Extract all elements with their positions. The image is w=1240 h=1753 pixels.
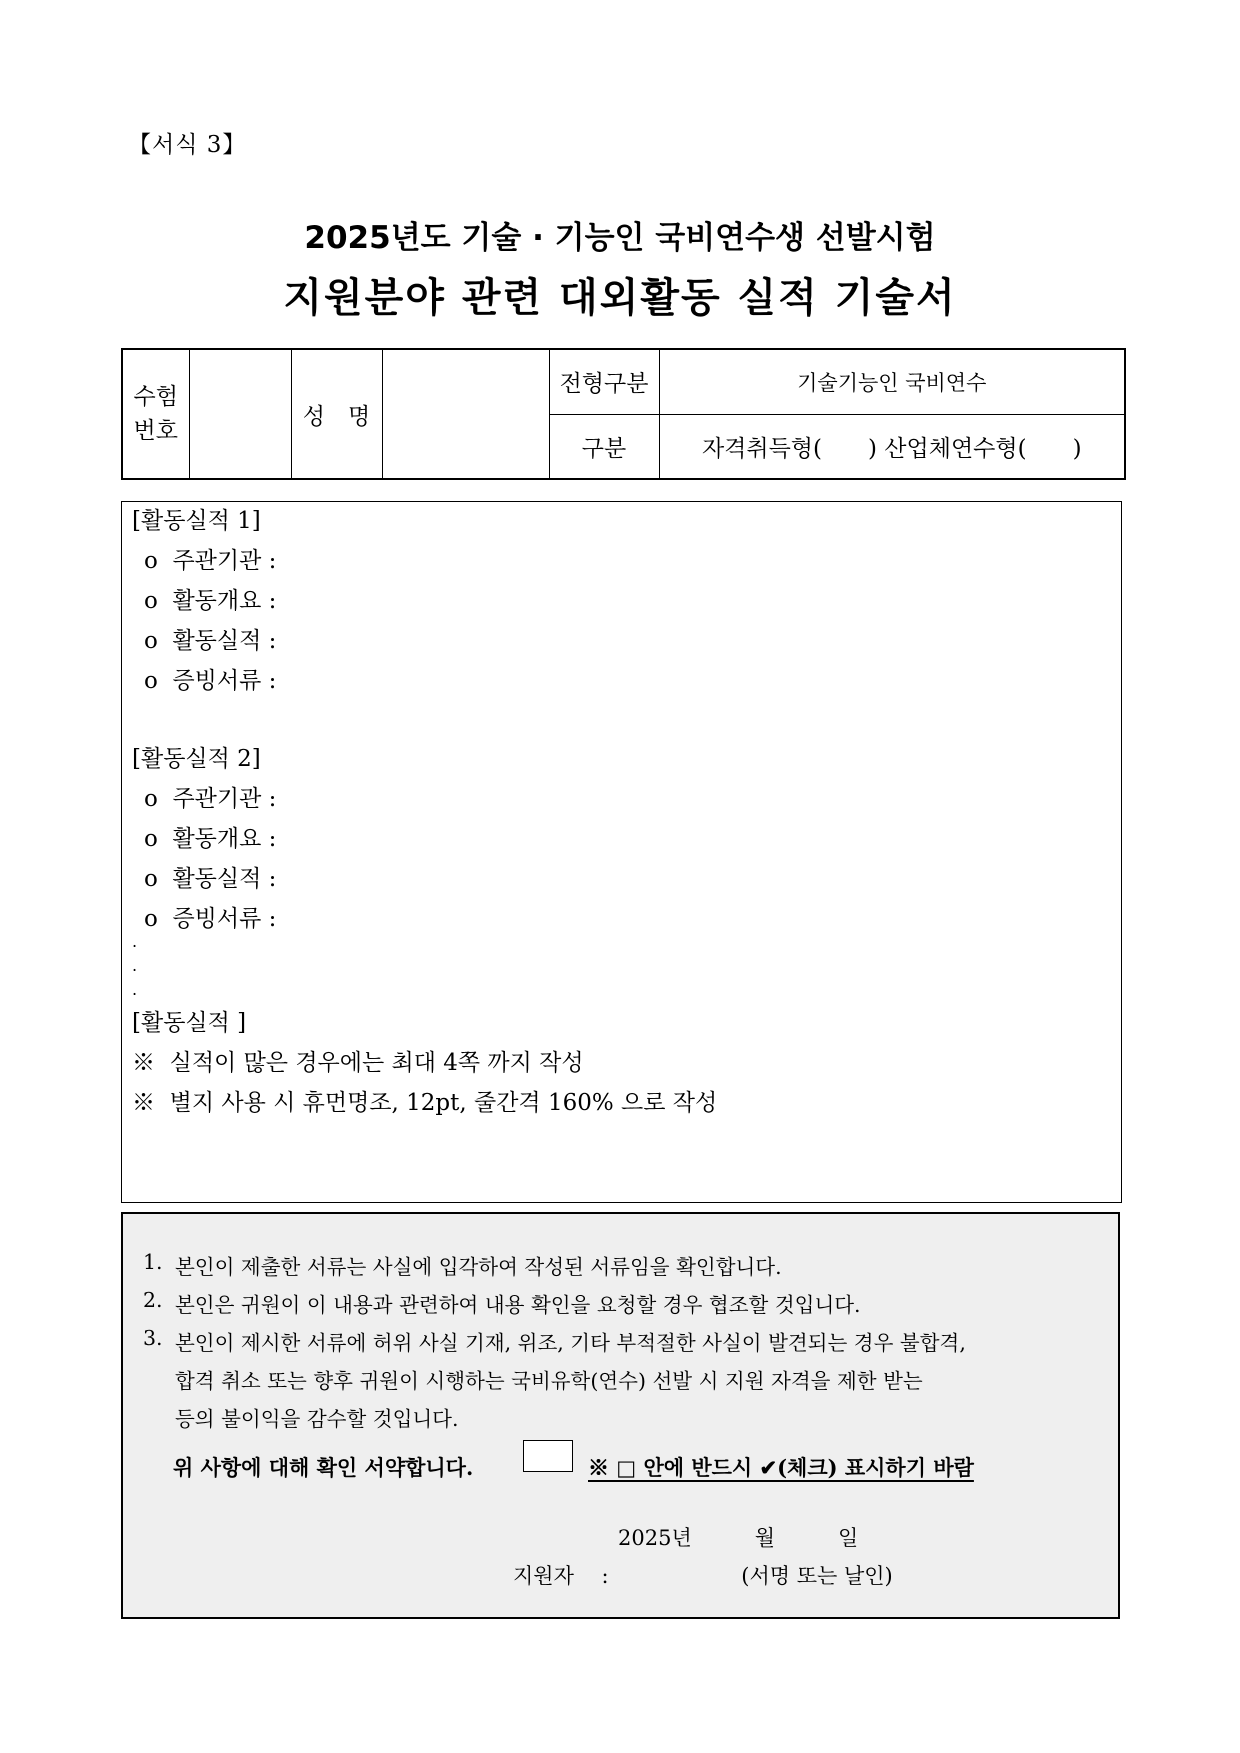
activity-1-result: o 활동실적 : (144, 628, 277, 654)
date-line[interactable]: 2025년 월 일 (618, 1526, 859, 1550)
category-value[interactable]: 자격취득형( ) 산업체연수형( ) (659, 414, 1125, 479)
activity-2-heading: [활동실적 2] (132, 746, 261, 772)
exam-number-label (122, 349, 189, 479)
activity-2-evidence: o 증빙서류 : (144, 906, 277, 932)
exam-number-field[interactable] (189, 349, 291, 479)
pledge-item-number: 3. (143, 1326, 163, 1350)
pledge-item-text: 본인이 제출한 서류는 사실에 입각하여 작성된 서류임을 확인합니다. (175, 1255, 782, 1279)
activity-1-evidence: o 증빙서류 : (144, 668, 277, 694)
check-instruction-note: ※ □ 안에 반드시 ✔(체크) 표시하기 바람 (588, 1455, 974, 1480)
exam-number-label-line2: 번호 (133, 418, 178, 444)
pledge-checkbox[interactable] (523, 1440, 573, 1472)
ellipsis-dot: . (132, 980, 138, 999)
ellipsis-dot: . (132, 932, 138, 951)
activity-2-result: o 활동실적 : (144, 866, 277, 892)
selection-type-label: 전형구분 (549, 349, 659, 414)
selection-type-value: 기술기능인 국비연수 (659, 349, 1125, 414)
document-title-line2: 지원분야 관련 대외활동 실적 기술서 (283, 275, 957, 321)
name-field[interactable] (382, 349, 549, 479)
category-label: 구분 (549, 414, 659, 479)
ellipsis-dot: . (132, 956, 138, 975)
activity-1-organizer: o 주관기관 : (144, 548, 277, 574)
name-label: 성 명 (291, 349, 382, 479)
applicant-info-table (121, 348, 1126, 480)
note-format: ※ 별지 사용 시 휴먼명조, 12pt, 줄간격 160% 으로 작성 (132, 1090, 718, 1116)
activity-2-organizer: o 주관기관 : (144, 786, 277, 812)
pledge-item-number: 2. (143, 1288, 163, 1312)
pledge-item-text: 본인은 귀원이 이 내용과 관련하여 내용 확인을 요청할 경우 협조할 것입니다. (175, 1293, 861, 1317)
note-page-limit: ※ 실적이 많은 경우에는 최대 4쪽 까지 작성 (132, 1050, 584, 1076)
pledge-item-number: 1. (143, 1250, 163, 1274)
pledge-item-text: 본인이 제시한 서류에 허위 사실 기재, 위조, 기타 부적절한 사실이 발견되는 경우 불합격, (175, 1331, 966, 1355)
pledge-item-text: 등의 불이익을 감수할 것입니다. (175, 1407, 459, 1431)
activity-2-overview: o 활동개요 : (144, 826, 277, 852)
activity-1-overview: o 활동개요 : (144, 588, 277, 614)
activity-1-heading: [활동실적 1] (132, 508, 261, 534)
form-label: 【서식 3】 (128, 132, 247, 158)
exam-number-label-line1: 수험 (133, 384, 178, 410)
pledge-item-text: 합격 취소 또는 향후 귀원이 시행하는 국비유학(연수) 선발 시 지원 자격을 제한 받는 (175, 1369, 923, 1393)
pledge-box (121, 1212, 1120, 1619)
activity-n-heading: [활동실적 ] (132, 1010, 247, 1036)
document-title-line1: 2025년도 기술 · 기능인 국비연수생 선발시험 (304, 220, 936, 256)
activity-record-box[interactable] (121, 501, 1122, 1203)
applicant-signature-line[interactable]: 지원자 : (서명 또는 날인) (513, 1564, 893, 1588)
pledge-confirm-text: 위 사항에 대해 확인 서약합니다. (173, 1455, 474, 1480)
